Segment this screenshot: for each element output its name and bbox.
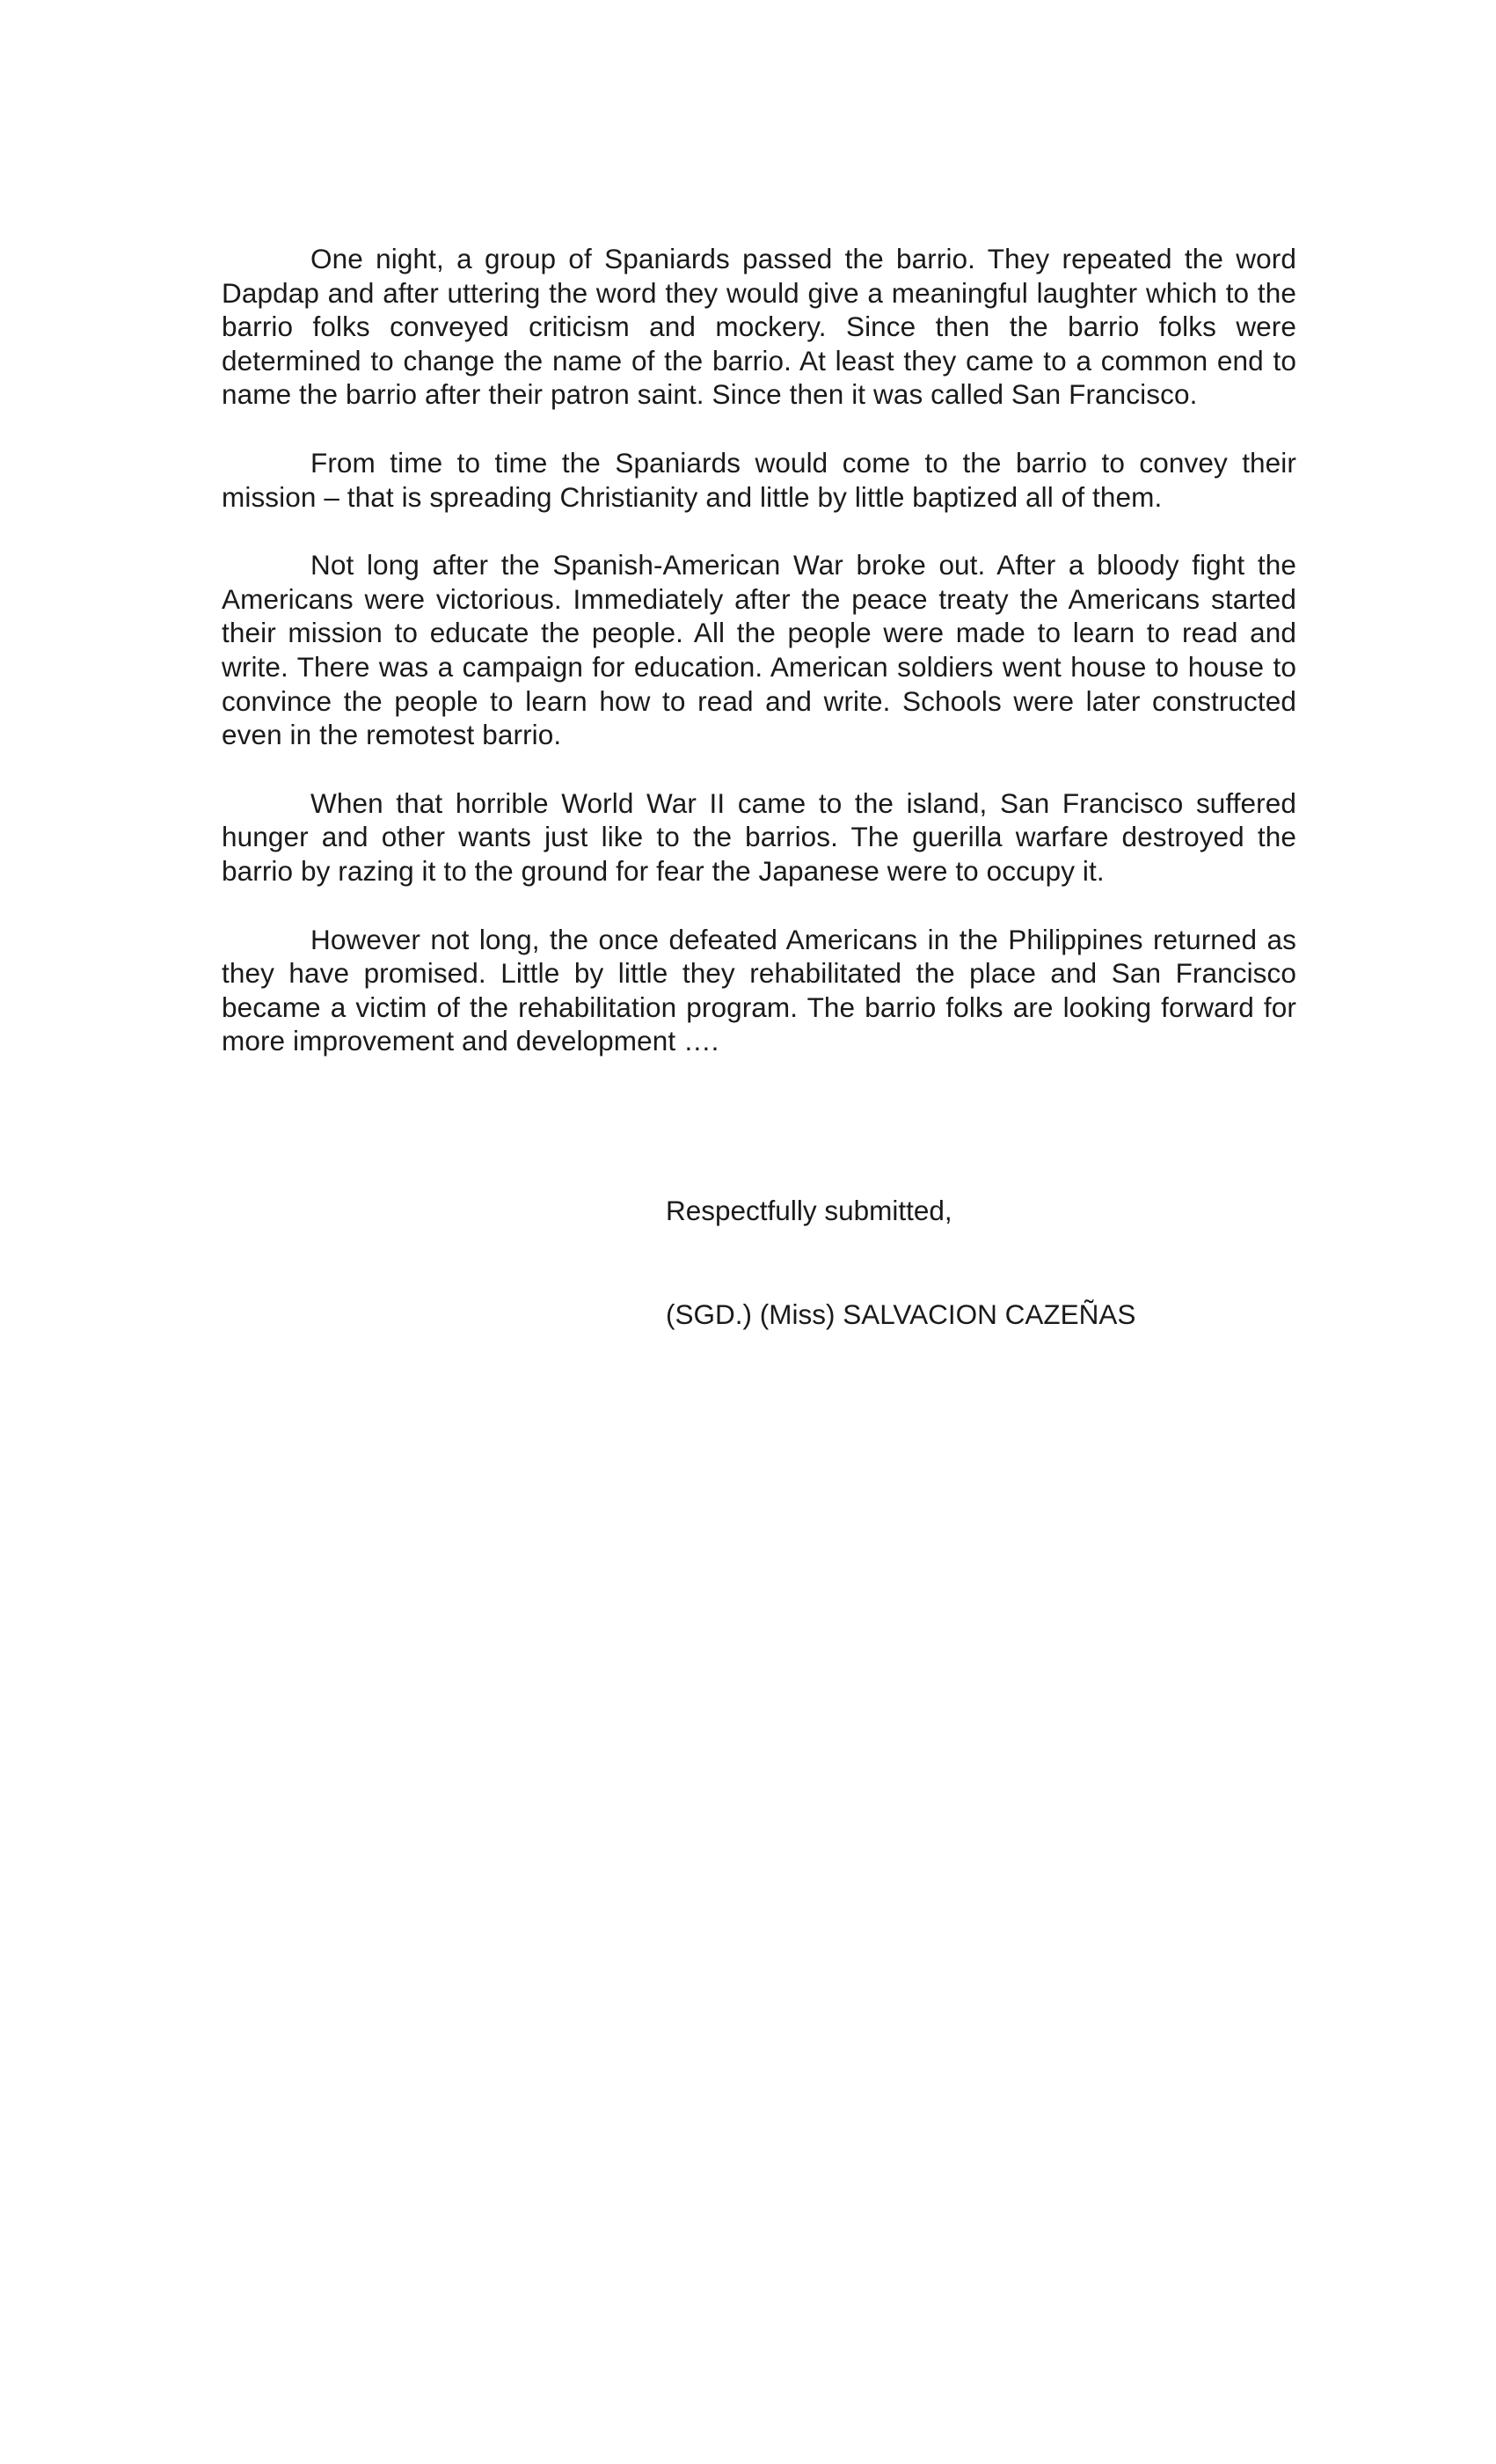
paragraph-spanish-american-war: Not long after the Spanish-American War broke out. After a bloody fight the Americans were victorious. Immediately after the peace treaty the Americans started their mission to educate the people. All the people were made to learn to read and write. There was a campaign for education. American soldiers went house to house to convince the people to learn how to read and write. Schools were later constructed even in the remotest barrio. xyxy=(222,549,1296,751)
paragraph-spaniards-dapdap: One night, a group of Spaniards passed the barrio. They repeated the word Dapdap and after uttering the word they would give a meaningful laughter which to the barrio folks conveyed criticism and mockery. Since then the barrio folks were determined to change the name of the barrio. At least they came to a common end to name the barrio after their patron saint. Since then it was called San Francisco. xyxy=(222,243,1296,411)
document-body xyxy=(222,242,1296,1093)
paragraph-world-war-ii: When that horrible World War II came to the island, San Francisco suffered hunger and other wants just like to the barrios. The guerilla warfare destroyed the barrio by razing it to the ground for fear the Japanese were to occupy it. xyxy=(222,786,1296,887)
closing-block xyxy=(666,1194,1281,1228)
signature-line: (SGD.) (Miss) SALVACION CAZEÑAS xyxy=(666,1298,1136,1330)
paragraph-christianity: From time to time the Spaniards would come to the barrio to convey their mission – that is spreading Christianity and little by little baptized all of them. xyxy=(222,446,1296,513)
closing-line: Respectfully submitted, xyxy=(666,1195,952,1226)
paragraph-americans-returned: However not long, the once defeated Americans in the Philippines returned as they have promised. Little by little they rehabilitated the place and San Francisco became a victim of the rehabilitation program. The barrio folks are looking forward for more improvement and development …. xyxy=(222,923,1296,1057)
